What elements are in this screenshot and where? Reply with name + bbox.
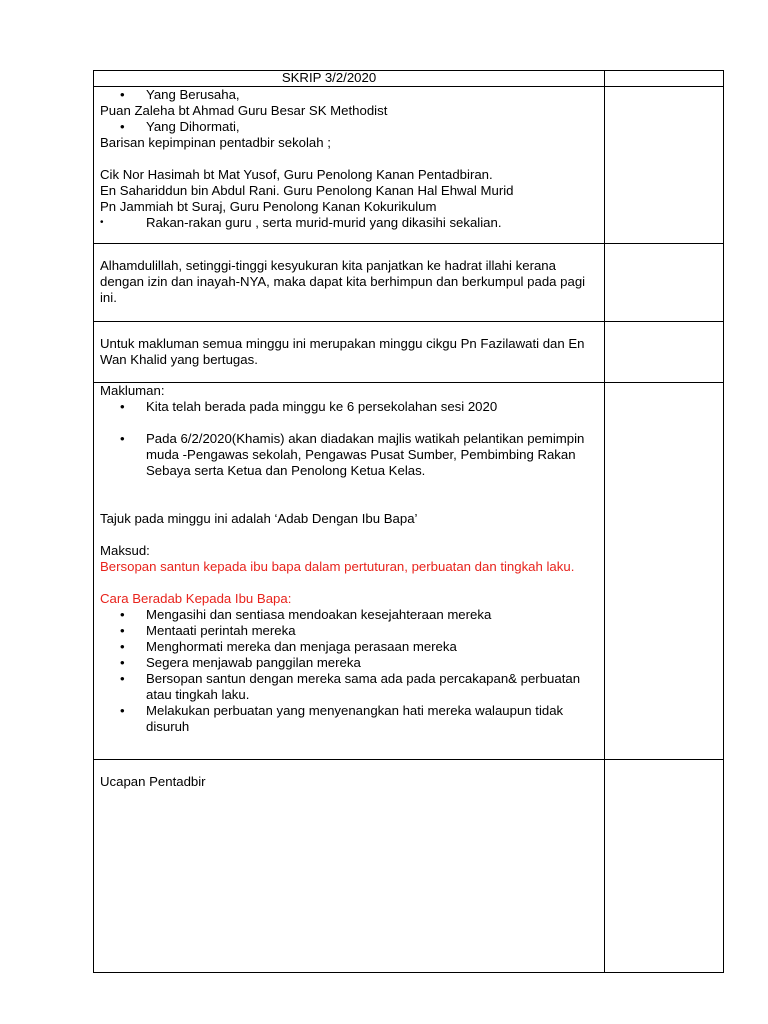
meaning-text: Bersopan santun kepada ibu bapa dalam pertuturan, perbuatan dan tingkah laku. [100, 559, 575, 574]
way-item: • Menghormati mereka dan menjaga perasaan mereka [100, 639, 598, 655]
duty-text: Untuk makluman semua minggu ini merupakan minggu cikgu Pn Fazilawati dan En Wan Khalid yang bertugas. [100, 336, 585, 367]
weekly-topic: Tajuk pada minggu ini adalah ‘Adab Dengan Ibu Bapa’ [100, 511, 418, 526]
announcement-cell [94, 383, 605, 760]
header-cell [94, 71, 605, 87]
header-row [94, 71, 724, 87]
greeting-text: Rakan-rakan guru , serta murid-murid yang dikasihi sekalian. [146, 215, 502, 230]
way-item: • Mengasihi dan sentiasa mendoakan kesejahteraan mereka [100, 607, 598, 623]
gratitude-text: Alhamdulillah, setinggi-tinggi kesyukuran kita panjatkan ke hadrat illahi kerana dengan izin dan inayah-NYA, maka dapat kita berhimpun dan berkumpul pada pagi ini. [100, 258, 586, 305]
speech-text: Ucapan Pentadbir [100, 774, 206, 789]
side-cell [605, 244, 724, 322]
admin-name: Pn Jammiah bt Suraj, Guru Penolong Kanan Kokurikulum [100, 199, 437, 214]
way-item: • Bersopan santun dengan mereka sama ada pada percakapan& perbuatan atau tingkah laku. [100, 671, 598, 703]
side-cell [605, 383, 724, 760]
greeting-line: Barisan kepimpinan pentadbir sekolah ; [100, 135, 331, 150]
bullet-icon: • [100, 217, 104, 228]
speech-cell [94, 760, 605, 973]
gratitude-row [94, 244, 724, 322]
duty-row [94, 322, 724, 383]
announcement-row [94, 383, 724, 760]
side-cell [605, 87, 724, 244]
greetings-cell [94, 87, 605, 244]
greeting-bullet [100, 215, 598, 231]
side-cell [605, 760, 724, 973]
greeting-line: Puan Zaleha bt Ahmad Guru Besar SK Methodist [100, 103, 388, 118]
admin-name: Cik Nor Hasimah bt Mat Yusof, Guru Penolong Kanan Pentadbiran. [100, 167, 493, 182]
greetings-row [94, 87, 724, 244]
announcement-item: • Pada 6/2/2020(Khamis) akan diadakan majlis watikah pelantikan pemimpin muda -Pengawas sekolah, Pengawas Pusat Sumber, Pembimbing Rakan Sebaya serta Ketua dan Penolong Ketua Kelas. [100, 431, 598, 479]
way-item: • Segera menjawab panggilan mereka [100, 655, 598, 671]
meaning-label: Maksud: [100, 543, 150, 558]
ways-label: Cara Beradab Kepada Ibu Bapa: [100, 591, 292, 606]
announcement-heading: Makluman: [100, 383, 165, 398]
side-cell [605, 322, 724, 383]
speech-row [94, 760, 724, 973]
header-side-cell [605, 71, 724, 87]
gratitude-cell [94, 244, 605, 322]
greeting-bullet: • Yang Dihormati, [100, 119, 598, 135]
script-table [93, 70, 724, 973]
way-item: • Mentaati perintah mereka [100, 623, 598, 639]
greeting-bullet: • Yang Berusaha, [100, 87, 598, 103]
admin-name: En Sahariddun bin Abdul Rani. Guru Penolong Kanan Hal Ehwal Murid [100, 183, 514, 198]
announcement-item: • Kita telah berada pada minggu ke 6 persekolahan sesi 2020 [100, 399, 598, 415]
way-item: • Melakukan perbuatan yang menyenangkan hati mereka walaupun tidak disuruh [100, 703, 598, 735]
duty-cell [94, 322, 605, 383]
document-title: SKRIP 3/2/2020 [281, 70, 377, 85]
